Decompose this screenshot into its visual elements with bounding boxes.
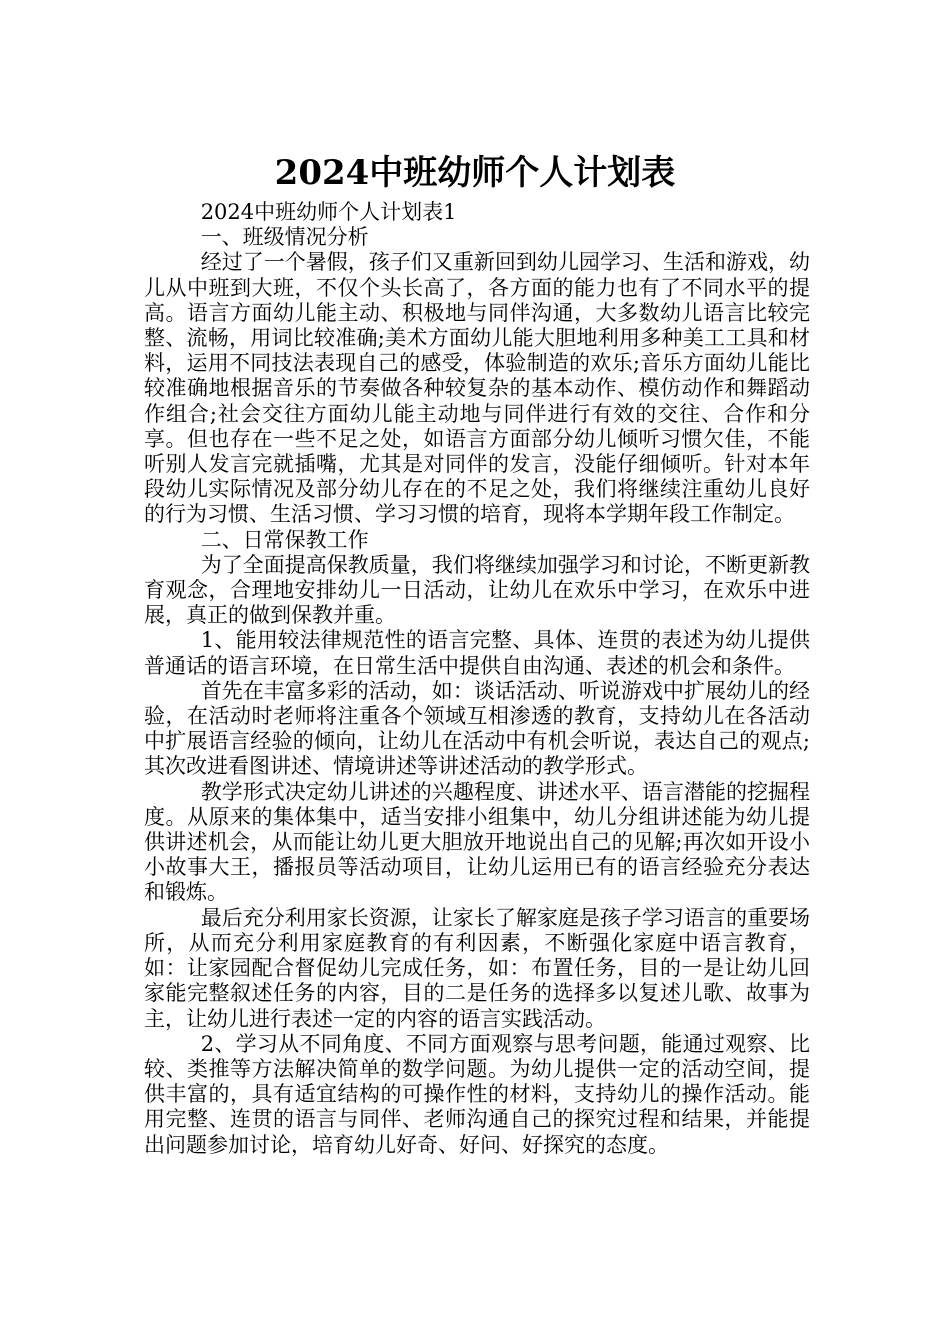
document-body — [144, 200, 810, 1158]
section-heading-class-analysis: 一、班级情况分析 — [200, 225, 369, 250]
paragraph-activities: 首先在丰富多彩的活动，如：谈话活动、听说游戏中扩展幼儿的经验，在活动时老师将注重各个领域互相渗透的教育，支持幼儿在各活动中扩展语言经验的倾向，让幼儿在活动中有机会听说，表达自己的观点;其次改进看图讲述、情境讲述等讲述活动的教学形式。 — [144, 678, 810, 779]
paragraph-item-1: 1、能用较法律规范性的语言完整、具体、连贯的表述为幼儿提供普通话的语言环境，在日常生活中提供自由沟通、表述的机会和条件。 — [144, 628, 810, 678]
paragraph-teaching-form: 教学形式决定幼儿讲述的兴趣程度、讲述水平、语言潜能的挖掘程度。从原来的集体集中，适当安排小组集中，幼儿分组讲述能为幼儿提供讲述机会，从而能让幼儿更大胆放开地说出自己的见解;再次如开设小小故事大王，播报员等活动项目，让幼儿运用已有的语言经验充分表达和锻炼。 — [144, 779, 810, 905]
paragraph-daily-work-intro: 为了全面提高保教质量，我们将继续加强学习和讨论，不断更新教育观念，合理地安排幼儿一日活动，让幼儿在欢乐中学习，在欢乐中进展，真正的做到保教并重。 — [144, 552, 810, 628]
paragraph-family-resources: 最后充分利用家长资源，让家长了解家庭是孩子学习语言的重要场所，从而充分利用家庭教育的有利因素，不断强化家庭中语言教育，如：让家园配合督促幼儿完成任务，如：布置任务，目的一是让幼儿回家能完整叙述任务的内容，目的二是任务的选择多以复述儿歌、故事为主，让幼儿进行表述一定的内容的语言实践活动。 — [144, 905, 810, 1031]
document-title: 2024中班幼师个人计划表 — [274, 152, 676, 193]
section-heading-daily-work: 二、日常保教工作 — [200, 527, 369, 552]
paragraph-class-analysis: 经过了一个暑假，孩子们又重新回到幼儿园学习、生活和游戏，幼儿从中班到大班，不仅个头长高了，各方面的能力也有了不同水平的提高。语言方面幼儿能主动、积极地与同伴沟通，大多数幼儿语言比较完整、流畅，用词比较准确;美术方面幼儿能大胆地利用多种美工工具和材料，运用不同技法表现自己的感受，体验制造的欢乐;音乐方面幼儿能比较准确地根据音乐的节奏做各种较复杂的基本动作、模仿动作和舞蹈动作组合;社会交往方面幼儿能主动地与同伴进行有效的交往、合作和分享。但也存在一些不足之处，如语言方面部分幼儿倾听习惯欠佳，不能听别人发言完就插嘴，尤其是对同伴的发言，没能仔细倾听。针对本年段幼儿实际情况及部分幼儿存在的不足之处，我们将继续注重幼儿良好的行为习惯、生活习惯、学习习惯的培育，现将本学期年段工作制定。 — [144, 250, 810, 527]
section-subtitle: 2024中班幼师个人计划表1 — [200, 200, 457, 224]
paragraph-item-2: 2、学习从不同角度、不同方面观察与思考问题，能通过观察、比较、类推等方法解决简单的数学问题。为幼儿提供一定的活动空间，提供丰富的，具有适宜结构的可操作性的材料，支持幼儿的操作活动。能用完整、连贯的语言与同伴、老师沟通自己的探究过程和结果，并能提出问题参加讨论，培育幼儿好奇、好问、好探究的态度。 — [144, 1031, 810, 1157]
